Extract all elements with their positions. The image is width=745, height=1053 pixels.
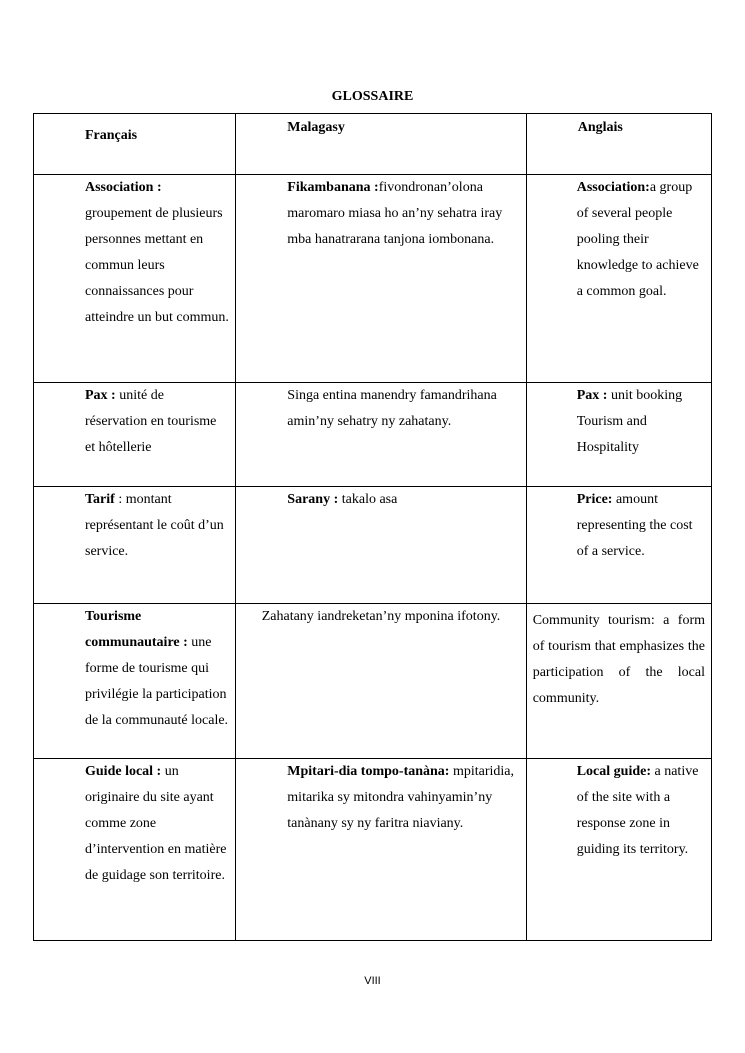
- definition-en: amount representing the cost of a service.: [576, 492, 693, 559]
- table-row: [34, 383, 712, 487]
- term-fr: Tarif: [85, 492, 115, 507]
- term-fr: Guide local :: [85, 764, 162, 779]
- definition-fr: une forme de tourisme qui privilégie la participation de la communauté locale.: [85, 635, 229, 728]
- table-row: [34, 604, 712, 759]
- term-en: Association:: [576, 180, 650, 195]
- definition-fr: groupement de plusieurs personnes mettant en commun leurs connaissances pour atteindre un but commun.: [85, 206, 229, 325]
- definition-mg: fivondronan’olona maromaro miasa ho an’ny sehatra iray mba hanatrarana tanjona iombonana.: [287, 180, 503, 247]
- term-fr: Association :: [85, 180, 162, 195]
- definition-fr: : montant représentant le coût d’un service.: [85, 492, 224, 559]
- definition-en: a native of the site with a response zone in guiding its territory.: [576, 764, 699, 857]
- cell-en: [526, 759, 711, 941]
- definition-fr: un originaire du site ayant comme zone d’intervention en matière de guidage son territoire.: [85, 764, 227, 883]
- cell-mg: [236, 175, 526, 383]
- header-en: Anglais: [577, 120, 623, 135]
- table-header-row: [34, 114, 712, 175]
- page-number: VIII: [364, 975, 381, 987]
- cell-mg: [236, 759, 526, 941]
- definition-en: unit booking Tourism and Hospitality: [576, 388, 683, 455]
- table-row: [34, 175, 712, 383]
- cell-en: [526, 383, 711, 487]
- definition-mg: Zahatany iandreketan’ny mponina ifotony.: [261, 609, 501, 624]
- glossary-table: [33, 113, 712, 941]
- term-en: Local guide:: [576, 764, 651, 779]
- header-fr: Français: [85, 128, 138, 143]
- cell-mg: [236, 604, 526, 759]
- header-cell-en: [526, 114, 711, 175]
- term-fr: Tourisme communautaire :: [85, 609, 188, 650]
- table-row: [34, 487, 712, 604]
- definition-en: a group of several people pooling their knowledge to achieve a common goal.: [576, 180, 699, 299]
- cell-fr: [34, 759, 236, 941]
- cell-fr: [34, 487, 236, 604]
- definition-mg: Singa entina manendry famandrihana amin’ny sehatry ny zahatany.: [287, 388, 497, 429]
- header-mg: Malagasy: [287, 120, 345, 135]
- page-title: GLOSSAIRE: [331, 89, 414, 104]
- term-mg: Mpitari-dia tompo-tanàna:: [287, 764, 450, 779]
- cell-mg: [236, 383, 526, 487]
- term-mg: Fikambanana :: [287, 180, 379, 195]
- term-en: Pax :: [576, 388, 608, 403]
- cell-fr: [34, 604, 236, 759]
- term-fr: Pax :: [85, 388, 116, 403]
- cell-en: [526, 487, 711, 604]
- header-cell-mg: [236, 114, 526, 175]
- definition-mg: mpitaridia, mitarika sy mitondra vahinyamin’ny tanànany sy ny faritra niaviany.: [287, 764, 515, 831]
- term-en: Price:: [576, 492, 613, 507]
- term-mg: Sarany :: [287, 492, 339, 507]
- cell-en: [526, 175, 711, 383]
- definition-en: Community tourism: a form of tourism that emphasizes the participation of the local community.: [532, 613, 705, 706]
- definition-mg: takalo asa: [338, 492, 398, 507]
- definition-fr: unité de réservation en tourisme et hôtellerie: [85, 388, 217, 455]
- header-cell-fr: [34, 114, 236, 175]
- cell-mg: [236, 487, 526, 604]
- table-row: [34, 759, 712, 941]
- cell-fr: [34, 175, 236, 383]
- cell-fr: [34, 383, 236, 487]
- cell-en: [526, 604, 711, 759]
